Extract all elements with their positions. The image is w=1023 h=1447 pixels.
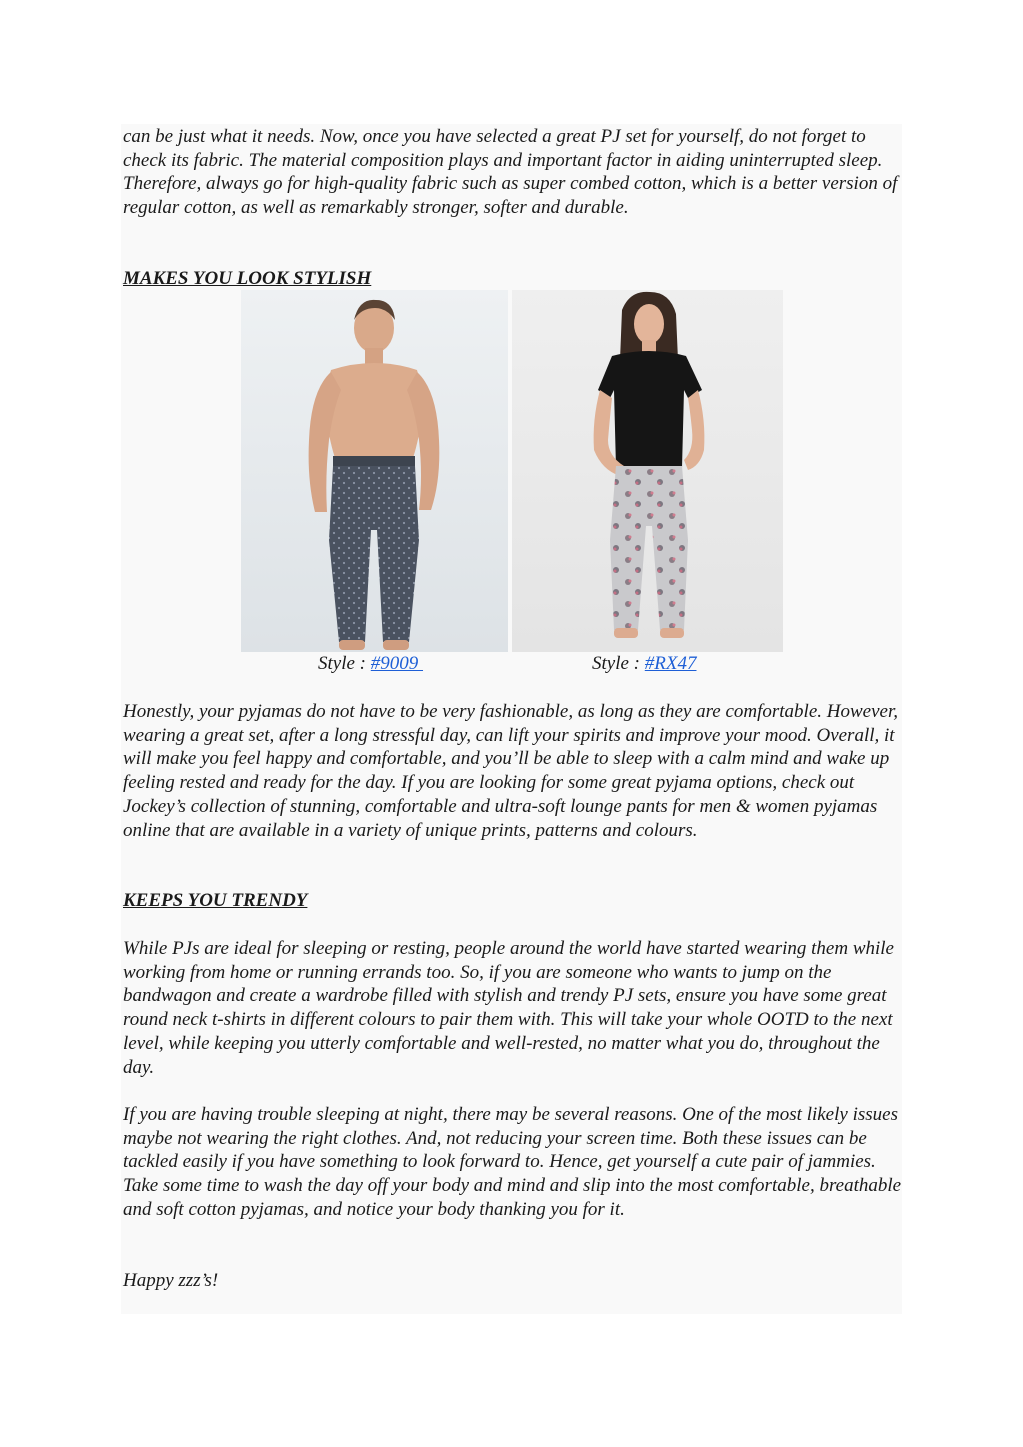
heading-makes-you-look-stylish: MAKES YOU LOOK STYLISH <box>123 268 372 289</box>
womens-pyjama-photo <box>512 290 783 652</box>
stylish-paragraph: Honestly, your pyjamas do not have to be very fashionable, as long as they are comfortable. However, wearing a great set, after a long stressful day, can lift your spirits and improve your mood. Overall, it will make you feel happy and comfortable, and you’ll be able to sleep with a calm mind and wake up feeling rested and ready for the day. If you are looking for some great pyjama options, check out Jockey’s collection of stunning, comfortable and ultra-soft lounge pants for men & women pyjamas online that are available in a variety of unique prints, patterns and colours. <box>123 701 898 841</box>
caption-men-prefix: Style : <box>318 653 371 674</box>
style-rx47-link[interactable]: #RX47 <box>644 653 697 674</box>
caption-women <box>592 652 696 675</box>
style-9009-link[interactable]: #9009 <box>370 653 424 674</box>
trendy-paragraph: While PJs are ideal for sleeping or resting, people around the world have started wearing them while working from home or running errands too. So, if you are someone who wants to jump on the bandwagon and create a wardrobe filled with stylish and trendy PJ sets, ensure you have some great round neck t-shirts in different colours to pair them with. This will take your whole OOTD to the next level, while keeping you utterly comfortable and well-rested, no matter what you do, throughout the day. <box>123 938 894 1078</box>
mens-pyjama-photo <box>241 290 508 652</box>
caption-men <box>318 652 423 675</box>
trouble-sleeping-paragraph: If you are having trouble sleeping at night, there may be several reasons. One of the most likely issues maybe not wearing the right clothes. And, not reducing your screen time. Both these issues can be tackled easily if you have something to look forward to. Hence, get yourself a cute pair of jammies. Take some time to wash the day off your body and mind and slip into the most comfortable, breathable and soft cotton pyjamas, and notice your body thanking you for it. <box>123 1104 902 1220</box>
closing-line: Happy zzz’s! <box>123 1270 219 1291</box>
heading-keeps-you-trendy: KEEPS YOU TRENDY <box>123 890 308 911</box>
caption-women-prefix: Style : <box>592 653 645 674</box>
intro-paragraph: can be just what it needs. Now, once you have selected a great PJ set for yourself, do not forget to check its fabric. The material composition plays and important factor in aiding uninterrupted sleep. Therefore, always go for high-quality fabric such as super combed cotton, which is a better version of regular cotton, as well as remarkably stronger, softer and durable. <box>123 126 898 219</box>
